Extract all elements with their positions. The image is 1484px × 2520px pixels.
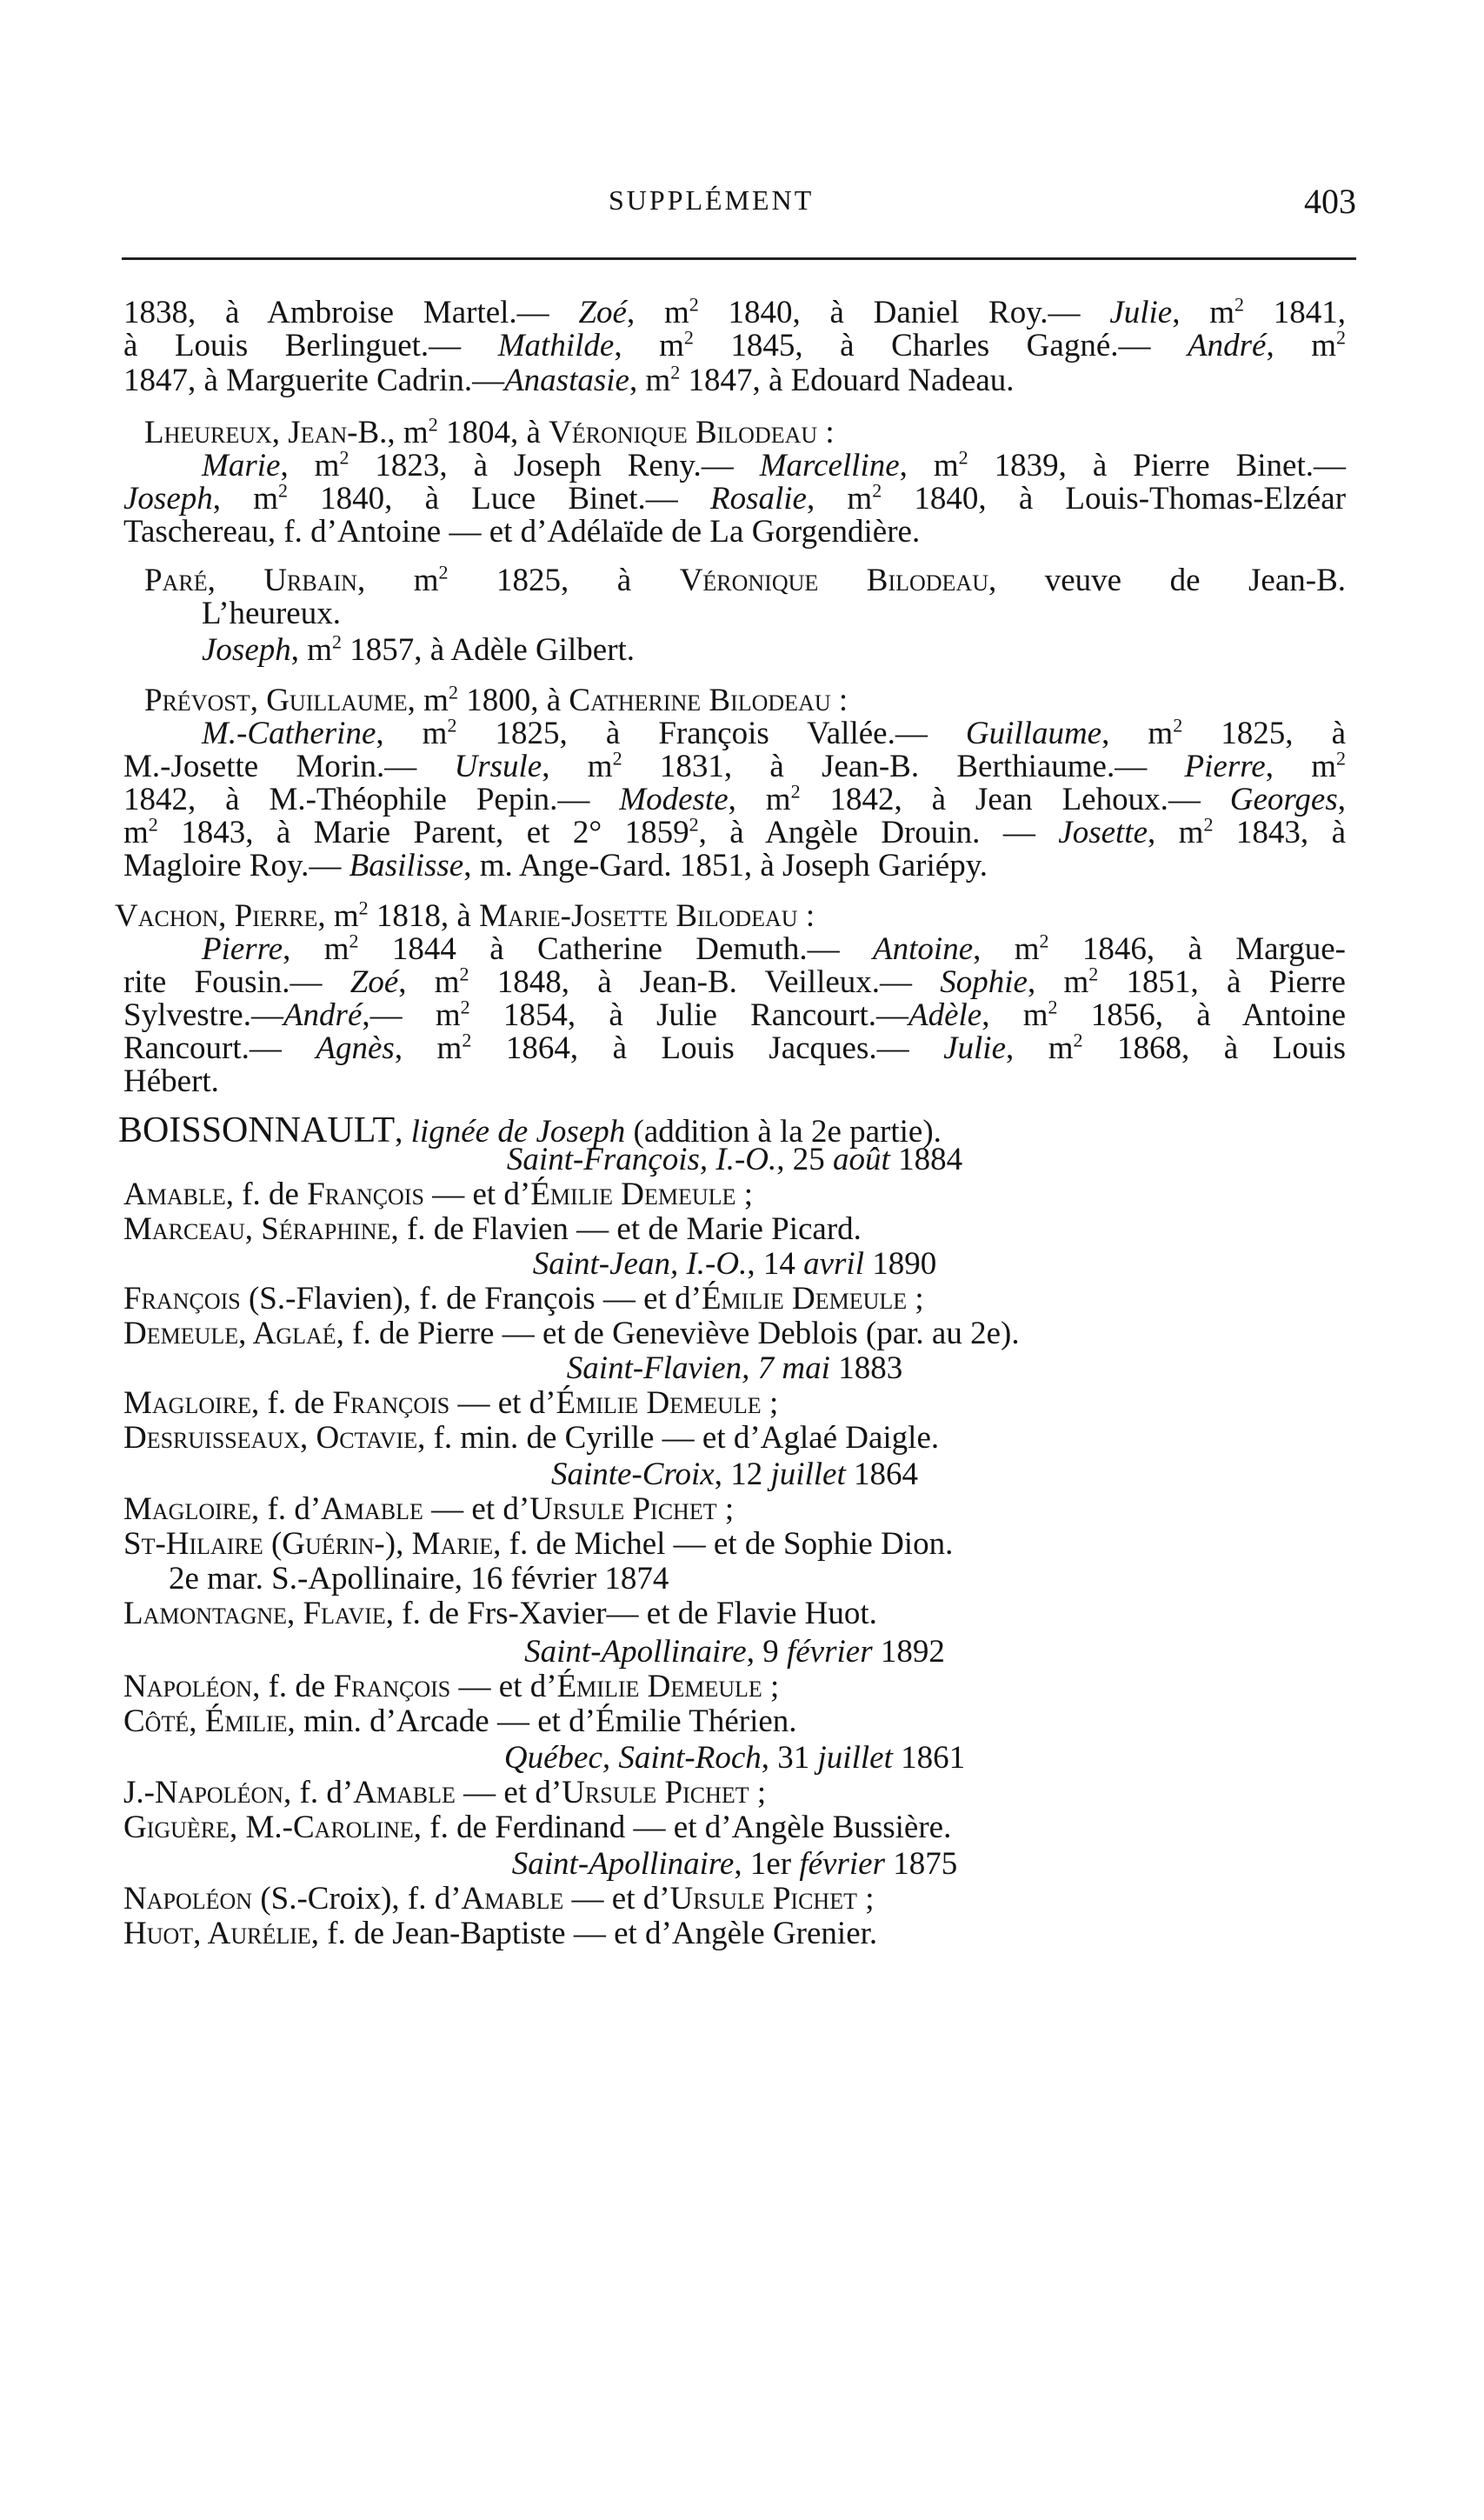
text-run: Demeule, Aglaé [123,1316,336,1351]
text-run: Zoé [349,964,399,1000]
text-run: Sainte-Croix [550,1457,715,1492]
text-run: Sophie [940,964,1028,1000]
text-run: , m [1266,328,1337,363]
text-run: Joseph [202,632,291,668]
text-run: 1857, à Adèle Gilbert. [342,632,636,668]
text-run: Napoléon [123,1669,253,1704]
text-run: — et d’ [455,1775,562,1810]
text-run: lignée de Joseph [410,1114,626,1150]
text-run: 2e mar. S.-Apollinaire, 16 février 1874 [169,1561,669,1597]
text-line [123,1247,1346,1282]
text-line [123,1492,1346,1527]
text-line [123,1143,1346,1177]
text-run: 2 [339,446,349,469]
text-run: — et d’ [423,1491,530,1527]
text-line [202,597,1346,631]
text-run: 2 [447,714,457,737]
text-run: Julie [1109,295,1173,330]
text-run: , min. d’Arcade — et d’Émilie Thérien. [287,1703,797,1739]
text-line [123,780,1346,817]
text-run: février [786,1634,873,1670]
text-run: André [283,997,363,1033]
text-run: Huot, Aurélie [123,1916,311,1951]
text-line [123,1421,1346,1456]
text-run: , m [626,295,689,330]
text-run: 1825, à François Vallée.— [456,716,966,751]
text-run: 1831, à Jean-B. Berthiaume.— [622,749,1185,784]
text-run: 2 [1234,293,1244,316]
text-run: André [1188,328,1267,363]
text-run: avril [803,1246,864,1282]
text-line [144,413,1346,450]
text-run: rite Fousin.— [123,964,350,1000]
text-line [123,1351,1346,1386]
text-line [123,1704,1346,1739]
text-run: , m [1172,295,1234,330]
text-line [123,1064,1346,1099]
text-run: 1846, à Margue- [1048,931,1346,967]
text-run: 2 [670,361,681,383]
text-run: Ursule Pichet [562,1775,749,1810]
text-run: Saint-François, I.-O. [506,1142,777,1177]
text-run: Catherine Bilodeau [569,683,831,718]
text-line [123,1177,1346,1212]
text-run: Guillaume [965,716,1102,751]
text-line [144,683,1346,718]
text-run: Giguère, M.-Caroline [123,1810,414,1845]
text-run: 1864, à Louis Jacques.— [471,1030,944,1066]
page-number: 403 [1304,182,1356,221]
text-run: Saint-Apollinaire [524,1634,747,1670]
text-run: , m [973,931,1040,967]
text-run: 1840, à Daniel Roy.— [698,295,1110,330]
text-run: , 1er [734,1846,800,1882]
text-run: Mathilde [497,328,615,363]
text-line [202,932,1346,967]
text-run: , f. d’ [283,1775,354,1810]
text-run: , f. de Michel — et de Sophie Dion. [493,1526,954,1562]
text-run: , m [280,448,340,483]
text-run: Ursule [454,749,542,784]
text-run: 1868, à Louis [1082,1030,1346,1066]
text-run: Saint-Jean, I.-O. [532,1246,748,1282]
text-run: juillet [770,1457,846,1492]
text-line [123,965,1346,1000]
text-run: Joseph [123,481,213,517]
text-run: Québec, Saint-Roch [503,1740,762,1776]
text-run: ; [761,1385,779,1421]
text-run: 1890 [863,1246,937,1282]
text-line [123,1212,1346,1247]
text-run: , 9 [746,1634,787,1670]
text-run: 1892 [872,1634,945,1670]
text-line [123,1597,1346,1631]
text-run: , m [1148,815,1204,850]
text-run: , f. de [251,1385,333,1421]
text-line [144,563,1346,598]
header-rule [122,257,1356,260]
text-run: Magloire [123,1491,251,1527]
text-run: Magloire [123,1385,251,1421]
text-run: , veuve de Jean-B. [988,563,1347,598]
text-run: 2 [462,1029,472,1051]
text-run: m [123,815,149,850]
text-line [123,363,1346,398]
text-run: 1843, à [1213,815,1346,850]
text-run: 1840, à Louis-Thomas-Elzéar [882,481,1347,517]
text-run: Sylvestre.— [123,997,283,1033]
text-run: (S.-Flavien), f. de François — et d’ [240,1281,702,1317]
text-run: 2 [689,813,699,836]
text-run: , m [212,481,278,517]
text-run: 1843, à Marie Parent, et 2° 1859 [157,815,689,850]
text-run: 1848, à Jean-B. Veilleux.— [469,964,941,1000]
text-run: 2 [872,479,882,502]
text-run: Émilie Demeule [701,1281,908,1317]
text-run: Véronique Bilodeau [679,563,988,598]
text-run: Ursule Pichet [529,1491,717,1527]
text-run: , m [1265,749,1337,784]
text-line [123,326,1347,363]
text-line [123,1527,1346,1562]
text-run: 2 [358,897,369,919]
text-run: , f. de Jean-Baptiste — et d’Angèle Grenier. [310,1916,878,1951]
text-run: Josette [1058,815,1148,850]
text-run: 2 [332,630,343,653]
text-run: 1804, à [437,415,549,450]
text-run: M.-Josette Morin.— [123,749,455,784]
text-run: Lamontagne, Flavie [123,1596,386,1631]
text-run: Prévost, Guillaume [144,683,408,718]
text-run: , 12 [714,1457,771,1492]
text-run: 2 [1336,747,1347,770]
text-run: ,— m [362,997,461,1033]
text-run: , f. de Ferdinand — et d’Angèle Bussière. [413,1810,952,1845]
text-run: 2 [1088,963,1099,985]
text-run: , à Angèle Drouin. — [698,815,1059,850]
text-run: 2 [148,813,158,836]
text-line [123,1457,1346,1492]
text-run: Amable [123,1177,226,1212]
text-run: 2 [459,963,469,985]
text-run: 1839, à Pierre Binet.— [968,448,1347,483]
text-run: François [307,1177,424,1212]
text-run: février [799,1846,885,1882]
text-run: Basilisse [349,848,464,883]
text-run: , m [387,415,429,450]
text-line [123,479,1347,517]
text-run: 1875 [884,1846,958,1882]
text-run: Vachon, Pierre [115,898,318,934]
text-run: 1841, [1244,295,1347,330]
text-run: ; [716,1491,735,1527]
text-run: , m [806,481,873,517]
text-run: 2 [1039,930,1049,952]
text-run: 1825, à [448,563,680,598]
text-run: 2 [277,479,288,502]
text-run: : [830,683,848,718]
text-run: , m. Ange-Gard. 1851, à Joseph Gariépy. [463,848,988,883]
text-run: Anastasie [504,363,629,398]
text-run: Zoé [578,295,627,330]
text-run: 1847, à Edouard Nadeau. [680,363,1015,398]
text-run: 1854, à Julie Rancourt.— [469,997,908,1033]
text-run: 1861 [892,1740,966,1776]
text-line [123,1917,1346,1951]
text-run: , m [1101,716,1174,751]
text-line [115,899,1346,934]
text-run: (addition à la 2e partie). [625,1114,942,1150]
text-run: François [123,1281,241,1317]
text-run: , m [982,997,1048,1033]
text-run: , f. de Frs-Xavier— et de Flavie Huot. [385,1596,877,1631]
text-run: Émilie Demeule [556,1385,762,1421]
text-run: 2 [1048,996,1058,1018]
text-run: 2 [460,996,470,1018]
text-run: : [797,898,815,934]
text-line [123,1847,1346,1882]
text-run: : [817,415,835,450]
text-run: , [1337,782,1346,817]
text-run: 1845, à Charles Gagné.— [693,328,1188,363]
text-run: Paré, Urbain [144,563,357,598]
text-run: 2 [1073,1029,1083,1051]
text-run: août [833,1142,890,1177]
text-run: L’heureux. [202,596,341,631]
text-run: , m [398,964,460,1000]
text-run: Julie [943,1030,1007,1066]
text-run: , m [728,782,791,817]
text-run: 1825, à [1182,716,1346,751]
text-run: , m [283,931,349,967]
text-run: 1864 [845,1457,919,1492]
text-run: 2 [1336,326,1347,349]
text-run: , 25 [776,1142,834,1177]
text-line [123,813,1346,850]
text-run: (S.-Croix), f. d’ [252,1881,462,1917]
text-line [123,1776,1346,1810]
text-run: , [395,1114,411,1150]
text-run: 2 [1173,714,1183,737]
text-run: St-Hilaire (Guérin-), Marie [123,1526,494,1562]
text-run: , m [376,716,448,751]
text-run: , f. min. de Cyrille — et d’Aglaé Daigle. [417,1420,940,1456]
text-run: 1818, à [368,898,480,934]
text-run: Émilie Demeule [530,1177,736,1212]
text-run: , f. de [225,1177,308,1212]
text-run: Marceau, Séraphine [123,1211,391,1247]
text-line [123,1031,1346,1066]
text-run: , m [629,363,671,398]
text-run: Rancourt.— [123,1030,316,1066]
text-run: , m [614,328,684,363]
text-run: juillet [817,1740,893,1776]
text-run: François [333,1669,451,1704]
text-line [123,515,1346,550]
text-line [123,1386,1346,1421]
text-run: Taschereau, f. d’Antoine — et d’Adélaïde de La Gorgendière. [123,514,921,550]
text-line [123,998,1346,1033]
text-run: , m [899,448,959,483]
text-run: à Louis Berlinguet.— [123,328,498,363]
text-run: Adèle [908,997,982,1033]
text-run: Lheureux, Jean-B. [144,415,388,450]
text-run: Magloire Roy.— [123,848,349,883]
text-run: 1851, à Pierre [1098,964,1346,1000]
text-run: Amable [461,1881,564,1917]
text-run: Ursule Pichet [669,1881,857,1917]
text-run: Pierre [202,931,283,967]
text-run: Véronique Bilodeau [549,415,818,450]
text-run: — et d’ [423,1177,531,1212]
text-run: 1840, à Luce Binet.— [287,481,710,517]
text-run: 2 [689,293,699,316]
text-run: 2 [958,446,968,469]
text-run: Marie-Josette Bilodeau [479,898,798,934]
text-line [123,293,1347,330]
text-run: , f. de Pierre — et de Geneviève Deblois (par. au 2e). [336,1316,1020,1351]
text-run: , 14 [747,1246,804,1282]
text-line [123,1882,1346,1917]
text-run: , f. de Flavien — et de Marie Picard. [390,1211,862,1247]
text-run: Côté, Émilie [123,1703,288,1739]
text-run: Saint-Apollinaire [511,1846,735,1882]
text-run: M.-Catherine [202,716,376,751]
text-run: Georges [1229,782,1338,817]
text-run: , f. d’ [251,1491,322,1527]
text-run: 1800, à [457,683,569,718]
text-line [123,1741,1346,1776]
text-run: Amable [353,1775,456,1810]
running-title: SUPPLÉMENT [609,184,815,216]
text-run: 1838, à Ambroise Martel.— [123,295,579,330]
text-run: 2 [683,326,694,349]
text-run: , m [317,898,359,934]
text-run: ; [907,1281,924,1317]
text-run: Napoléon [123,1881,253,1917]
text-run: Pierre [1184,749,1266,784]
text-run: François [332,1385,450,1421]
text-run: , m [407,683,449,718]
text-run: 1884 [889,1142,963,1177]
text-run: , m [290,632,333,668]
text-run: , m [394,1030,463,1066]
text-run: Marie [202,448,281,483]
text-run: 2 [448,681,458,703]
text-line [123,747,1347,784]
text-run: , m [1027,964,1089,1000]
text-run: 1844 à Catherine Demuth.— [358,931,874,967]
text-run: 1883 [829,1350,903,1386]
text-run: — et d’ [449,1385,556,1421]
text-run: Saint-Flavien, 7 mai [566,1350,830,1386]
text-line [123,1810,1346,1845]
text-line [202,630,1346,668]
text-run: — et d’ [450,1669,557,1704]
text-run: 2 [438,561,449,583]
text-run: Hébert. [123,1063,219,1099]
text-run: ; [749,1775,767,1810]
text-run: , m [356,563,439,598]
text-run: , m [1006,1030,1074,1066]
text-line [123,1670,1346,1704]
text-run: BOISSONNAULT [118,1110,396,1150]
text-run: ; [856,1881,875,1917]
text-run: Agnès [316,1030,395,1066]
text-run: 1842, à M.-Théophile Pepin.— [123,782,620,817]
text-run: 2 [1203,813,1214,836]
text-run: Amable [321,1491,423,1527]
text-run: , 31 [761,1740,818,1776]
text-run: Antoine [873,931,974,967]
text-run: Modeste [619,782,729,817]
text-line [202,446,1347,483]
text-run: 1856, à Antoine [1057,997,1347,1033]
text-line [123,849,1346,883]
text-run: 2 [790,780,801,803]
text-run: 1823, à Joseph Reny.— [349,448,760,483]
text-run: ; [762,1669,780,1704]
text-line [169,1562,1346,1597]
text-run: 1842, à Jean Lehoux.— [800,782,1230,817]
text-run: Desruisseaux, Octavie [123,1420,418,1456]
text-run: Émilie Demeule [556,1669,762,1704]
text-run: — et d’ [563,1881,670,1917]
text-run: , m [542,749,613,784]
text-run: 1847, à Marguerite Cadrin.— [123,363,505,398]
page-header [122,184,1356,228]
text-run: 2 [349,930,359,952]
text-line [123,1635,1346,1670]
text-line [202,714,1346,751]
text-line [123,1317,1346,1351]
text-run: 2 [612,747,622,770]
text-run: ; [735,1177,753,1212]
text-line [123,1282,1346,1317]
text-run: , f. de [252,1669,334,1704]
text-run: 2 [428,413,438,436]
text-run: J.-Napoléon [123,1775,284,1810]
text-run: Rosalie [709,481,807,517]
text-run: Marcelline [759,448,900,483]
